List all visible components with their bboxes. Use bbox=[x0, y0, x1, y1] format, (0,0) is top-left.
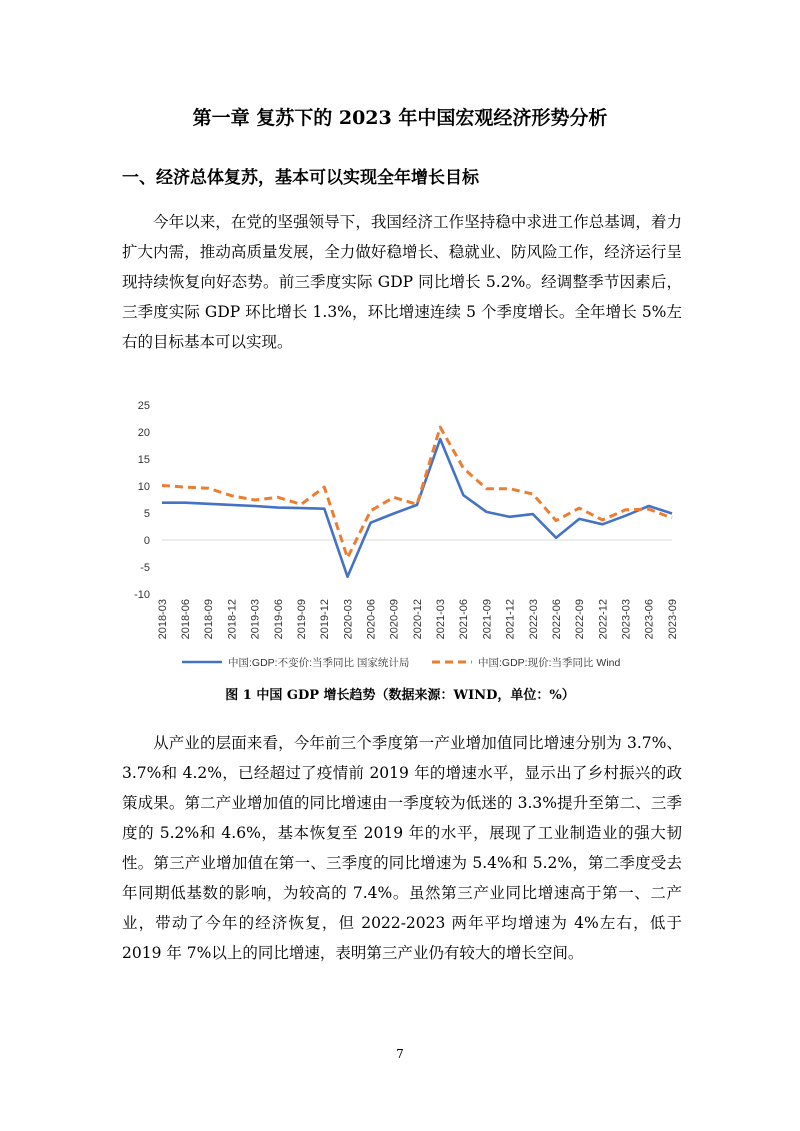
figure-caption: 图 1 中国 GDP 增长趋势（数据来源：WIND，单位：%） bbox=[225, 688, 575, 703]
x-tick-label: 2019-12 bbox=[319, 599, 332, 640]
x-tick-label: 2021-03 bbox=[435, 599, 448, 640]
x-tick-label: 2019-06 bbox=[272, 599, 285, 640]
page-number: 7 bbox=[396, 1047, 404, 1061]
x-tick-label: 2018-12 bbox=[226, 599, 239, 640]
y-tick-label: 25 bbox=[137, 400, 150, 412]
x-tick-label: 2020-03 bbox=[342, 599, 355, 640]
axis-layer bbox=[134, 400, 679, 639]
y-tick-label: -5 bbox=[140, 562, 150, 574]
x-tick-label: 2019-03 bbox=[249, 599, 262, 640]
series-layer bbox=[162, 427, 672, 577]
x-tick-label: 2018-09 bbox=[203, 599, 216, 640]
x-tick-label: 2022-12 bbox=[597, 599, 610, 640]
paragraph-industry bbox=[122, 728, 682, 968]
x-tick-label: 2023-06 bbox=[643, 599, 656, 640]
x-tick-label: 2022-03 bbox=[527, 599, 540, 640]
section-title: 一、经济总体复苏，基本可以实现全年增长目标 bbox=[122, 168, 479, 188]
x-tick-label: 2021-12 bbox=[504, 599, 517, 640]
x-tick-label: 2018-06 bbox=[180, 599, 193, 640]
series-line-2 bbox=[162, 427, 672, 558]
legend-layer bbox=[182, 656, 621, 669]
y-tick-label: 15 bbox=[137, 454, 150, 466]
x-tick-label: 2018-03 bbox=[156, 599, 169, 640]
x-tick-label: 2022-09 bbox=[574, 599, 587, 640]
x-tick-label: 2020-09 bbox=[388, 599, 401, 640]
y-tick-label: 0 bbox=[143, 535, 150, 547]
series-line-1 bbox=[162, 439, 672, 577]
x-tick-label: 2022-06 bbox=[550, 599, 563, 640]
gdp-chart-svg bbox=[110, 392, 690, 682]
x-tick-label: 2023-03 bbox=[620, 599, 633, 640]
x-tick-label: 2021-09 bbox=[481, 599, 494, 640]
gdp-chart bbox=[110, 392, 690, 682]
y-tick-label: 5 bbox=[143, 508, 150, 520]
y-tick-label: -10 bbox=[134, 589, 150, 601]
x-tick-label: 2020-12 bbox=[411, 599, 424, 640]
legend-label-2: 中国:GDP:现价:当季同比 Wind bbox=[478, 657, 621, 669]
paragraph-intro-text: 今年以来，在党的坚强领导下，我国经济工作坚持稳中求进工作总基调，着力扩大内需，推动高质量发展，全力做好稳增长、稳就业、防风险工作，经济运行呈现持续恢复向好态势。前三季度实际 GDP 同比增长 5.2%。经调整季节因素后，三季度实际 GDP 环比增长 1.3%，环比增速连续 5 个季度增长。全年增长 5%左右的目标基本可以实现。 bbox=[122, 213, 682, 351]
x-tick-label: 2020-06 bbox=[365, 599, 378, 640]
y-tick-label: 10 bbox=[137, 481, 150, 493]
paragraph-intro bbox=[122, 207, 682, 357]
legend-label-1: 中国:GDP:不变价:当季同比 国家统计局 bbox=[228, 657, 410, 669]
paragraph-industry-text: 从产业的层面来看，今年前三个季度第一产业增加值同比增速分别为 3.7%、3.7%和 4.2%，已经超过了疫情前 2019 年的增速水平，显示出了乡村振兴的政策成果。第二产业增加值的同比增速由一季度较为低迷的 3.3%提升至第二、三季度的 5.2%和 4.6%，基本恢复至 2019 年的水平，展现了工业制造业的强大韧性。第三产业增加值在第一、三季度的同比增速为 5.4%和 5.2%，第二季度受去年同期低基数的影响，为较高的 7.4%。虽然第三产业同比增速高于第一、二产业，带动了今年的经济恢复，但 2022-2023 两年平均增速为 4%左右，低于 2019 年 7%以上的同比增速，表明第三产业仍有较大的增长空间。 bbox=[122, 734, 682, 962]
y-tick-label: 20 bbox=[137, 427, 150, 439]
x-tick-label: 2023-09 bbox=[666, 599, 679, 640]
chapter-title: 第一章 复苏下的 2023 年中国宏观经济形势分析 bbox=[192, 107, 608, 129]
x-tick-label: 2019-09 bbox=[295, 599, 308, 640]
x-tick-label: 2021-06 bbox=[458, 599, 471, 640]
